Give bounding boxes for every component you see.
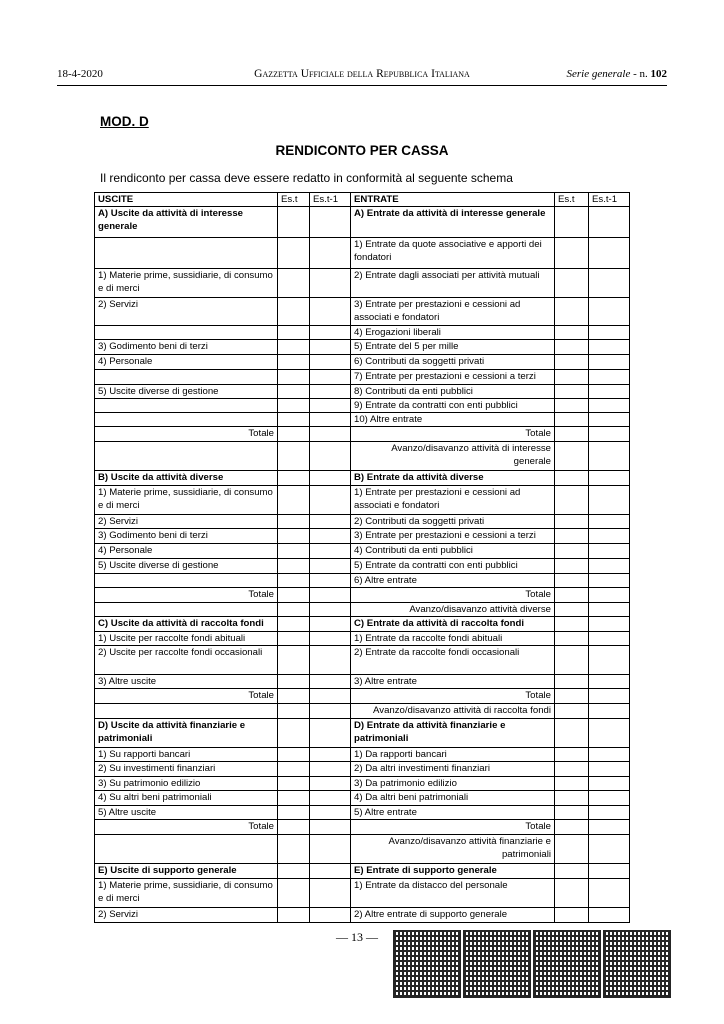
uscite-es-t-cell: [278, 646, 310, 675]
entrate-es-t-cell: [555, 369, 589, 384]
entrate-es-t-1-cell: [589, 718, 630, 747]
entrate-es-t-cell: [555, 879, 589, 908]
uscite-es-t-cell: [278, 544, 310, 559]
uscite-es-t-1-cell: [310, 413, 351, 427]
qr-code: [533, 930, 601, 998]
uscite-es-t-1-cell: [310, 515, 351, 529]
uscite-es-t-1-cell: [310, 238, 351, 269]
uscite-label-cell: 2) Servizi: [95, 298, 278, 326]
entrate-label-cell: 5) Entrate da contratti con enti pubblici: [351, 559, 555, 573]
entrate-label-cell: 6) Contributi da soggetti privati: [351, 355, 555, 369]
table-row: [95, 398, 630, 412]
entrate-label-cell: Avanzo/disavanzo attività diverse: [351, 602, 555, 616]
entrate-label-cell: 1) Entrate da quote associative e apporti dei fondatori: [351, 238, 555, 269]
uscite-es-t-cell: [278, 340, 310, 355]
uscite-es-t-cell: [278, 384, 310, 398]
uscite-es-t-1-cell: [310, 269, 351, 298]
entrate-label-cell: 9) Entrate da contratti con enti pubblici: [351, 398, 555, 412]
entrate-es-t-1-cell: [589, 776, 630, 790]
col-header-es-t-1: Es.t-1: [310, 193, 351, 207]
entrate-es-t-1-cell: [589, 413, 630, 427]
uscite-label-cell: [95, 238, 278, 269]
uscite-label-cell: 2) Servizi: [95, 908, 278, 923]
table-row: [95, 791, 630, 806]
cash-statement-table: [94, 192, 630, 923]
uscite-es-t-cell: [278, 675, 310, 689]
uscite-es-t-1-cell: [310, 529, 351, 544]
series-label: Serie generale: [566, 68, 631, 80]
uscite-es-t-cell: [278, 791, 310, 806]
table-row: [95, 776, 630, 790]
uscite-label-cell: 1) Materie prime, sussidiarie, di consumo e di merci: [95, 879, 278, 908]
entrate-es-t-1-cell: [589, 369, 630, 384]
entrate-es-t-1-cell: [589, 340, 630, 355]
uscite-es-t-cell: [278, 632, 310, 646]
table-row: [95, 471, 630, 486]
table-row: [95, 515, 630, 529]
table-row: [95, 632, 630, 646]
uscite-es-t-1-cell: [310, 908, 351, 923]
entrate-es-t-1-cell: [589, 632, 630, 646]
entrate-es-t-1-cell: [589, 791, 630, 806]
entrate-es-t-cell: [555, 413, 589, 427]
entrate-es-t-cell: [555, 298, 589, 326]
entrate-es-t-1-cell: [589, 675, 630, 689]
entrate-label-cell: 5) Entrate del 5 per mille: [351, 340, 555, 355]
entrate-es-t-1-cell: [589, 471, 630, 486]
col-header-es-t-1: Es.t-1: [589, 193, 630, 207]
table-row: [95, 617, 630, 632]
uscite-label-cell: [95, 413, 278, 427]
entrate-label-cell: 4) Contributi da enti pubblici: [351, 544, 555, 559]
uscite-es-t-cell: [278, 398, 310, 412]
table-row: [95, 529, 630, 544]
uscite-es-t-1-cell: [310, 486, 351, 515]
entrate-label-cell: A) Entrate da attività di interesse generale: [351, 207, 555, 238]
entrate-es-t-cell: [555, 617, 589, 632]
entrate-es-t-cell: [555, 515, 589, 529]
uscite-es-t-1-cell: [310, 207, 351, 238]
table-row: [95, 559, 630, 573]
entrate-label-cell: 1) Entrate da raccolte fondi abituali: [351, 632, 555, 646]
entrate-es-t-1-cell: [589, 761, 630, 776]
entrate-label-cell: Totale: [351, 689, 555, 704]
entrate-es-t-1-cell: [589, 544, 630, 559]
uscite-es-t-cell: [278, 718, 310, 747]
uscite-es-t-cell: [278, 587, 310, 602]
entrate-label-cell: 3) Entrate per prestazioni e cessioni ad associati e fondatori: [351, 298, 555, 326]
uscite-es-t-cell: [278, 835, 310, 864]
uscite-es-t-1-cell: [310, 398, 351, 412]
uscite-label-cell: 3) Altre uscite: [95, 675, 278, 689]
entrate-es-t-1-cell: [589, 238, 630, 269]
uscite-label-cell: [95, 573, 278, 587]
uscite-label-cell: 2) Uscite per raccolte fondi occasionali: [95, 646, 278, 675]
uscite-es-t-cell: [278, 689, 310, 704]
entrate-label-cell: 1) Da rapporti bancari: [351, 747, 555, 761]
entrate-es-t-cell: [555, 355, 589, 369]
entrate-es-t-cell: [555, 646, 589, 675]
entrate-es-t-1-cell: [589, 559, 630, 573]
entrate-es-t-cell: [555, 471, 589, 486]
uscite-es-t-1-cell: [310, 689, 351, 704]
entrate-es-t-1-cell: [589, 529, 630, 544]
entrate-es-t-1-cell: [589, 747, 630, 761]
entrate-label-cell: 2) Contributi da soggetti privati: [351, 515, 555, 529]
uscite-label-cell: 1) Su rapporti bancari: [95, 747, 278, 761]
entrate-es-t-1-cell: [589, 646, 630, 675]
uscite-label-cell: D) Uscite da attività finanziarie e patrimoniali: [95, 718, 278, 747]
uscite-es-t-1-cell: [310, 384, 351, 398]
uscite-es-t-1-cell: [310, 587, 351, 602]
entrate-label-cell: 4) Da altri beni patrimoniali: [351, 791, 555, 806]
uscite-es-t-cell: [278, 864, 310, 879]
uscite-label-cell: 1) Materie prime, sussidiarie, di consumo e di merci: [95, 269, 278, 298]
entrate-es-t-cell: [555, 559, 589, 573]
issue-date: 18-4-2020: [57, 68, 103, 80]
entrate-es-t-cell: [555, 486, 589, 515]
document-title: RENDICONTO PER CASSA: [275, 143, 449, 158]
entrate-es-t-1-cell: [589, 442, 630, 471]
uscite-es-t-cell: [278, 602, 310, 616]
entrate-es-t-cell: [555, 864, 589, 879]
uscite-label-cell: Totale: [95, 820, 278, 835]
uscite-es-t-1-cell: [310, 791, 351, 806]
entrate-label-cell: Avanzo/disavanzo attività di interesse generale: [351, 442, 555, 471]
uscite-label-cell: E) Uscite di supporto generale: [95, 864, 278, 879]
entrate-es-t-cell: [555, 398, 589, 412]
entrate-es-t-cell: [555, 704, 589, 718]
table-row: [95, 442, 630, 471]
uscite-label-cell: A) Uscite da attività di interesse generale: [95, 207, 278, 238]
entrate-es-t-cell: [555, 747, 589, 761]
uscite-es-t-1-cell: [310, 632, 351, 646]
model-label: MOD. D: [100, 114, 149, 129]
entrate-label-cell: Avanzo/disavanzo attività di raccolta fondi: [351, 704, 555, 718]
table-row: [95, 269, 630, 298]
entrate-label-cell: Totale: [351, 427, 555, 442]
uscite-label-cell: 3) Godimento beni di terzi: [95, 529, 278, 544]
entrate-es-t-cell: [555, 689, 589, 704]
table-row: [95, 355, 630, 369]
uscite-label-cell: 4) Personale: [95, 544, 278, 559]
entrate-es-t-cell: [555, 675, 589, 689]
entrate-label-cell: 3) Altre entrate: [351, 675, 555, 689]
uscite-es-t-1-cell: [310, 761, 351, 776]
entrate-label-cell: 4) Erogazioni liberali: [351, 326, 555, 340]
entrate-es-t-1-cell: [589, 486, 630, 515]
uscite-es-t-cell: [278, 747, 310, 761]
entrate-es-t-cell: [555, 207, 589, 238]
table-row: [95, 864, 630, 879]
table-row: [95, 761, 630, 776]
entrate-es-t-1-cell: [589, 820, 630, 835]
entrate-es-t-cell: [555, 632, 589, 646]
col-header-entrate: ENTRATE: [351, 193, 555, 207]
uscite-es-t-cell: [278, 326, 310, 340]
table-row: [95, 602, 630, 616]
uscite-es-t-cell: [278, 704, 310, 718]
entrate-es-t-cell: [555, 238, 589, 269]
entrate-es-t-cell: [555, 529, 589, 544]
uscite-label-cell: 4) Personale: [95, 355, 278, 369]
table-header-row: [95, 193, 630, 207]
entrate-es-t-cell: [555, 820, 589, 835]
uscite-es-t-1-cell: [310, 835, 351, 864]
entrate-es-t-cell: [555, 718, 589, 747]
series-separator: - n.: [630, 68, 651, 80]
entrate-es-t-cell: [555, 544, 589, 559]
uscite-es-t-1-cell: [310, 776, 351, 790]
entrate-es-t-cell: [555, 835, 589, 864]
entrate-es-t-1-cell: [589, 617, 630, 632]
entrate-es-t-cell: [555, 776, 589, 790]
uscite-label-cell: 1) Materie prime, sussidiarie, di consumo e di merci: [95, 486, 278, 515]
uscite-es-t-cell: [278, 617, 310, 632]
uscite-es-t-1-cell: [310, 675, 351, 689]
uscite-es-t-1-cell: [310, 747, 351, 761]
uscite-es-t-cell: [278, 207, 310, 238]
table-row: [95, 820, 630, 835]
table-row: [95, 689, 630, 704]
col-header-es-t: Es.t: [278, 193, 310, 207]
entrate-label-cell: C) Entrate da attività di raccolta fondi: [351, 617, 555, 632]
uscite-es-t-1-cell: [310, 646, 351, 675]
uscite-es-t-cell: [278, 879, 310, 908]
uscite-es-t-1-cell: [310, 879, 351, 908]
entrate-es-t-cell: [555, 791, 589, 806]
uscite-es-t-1-cell: [310, 369, 351, 384]
uscite-label-cell: [95, 442, 278, 471]
table-row: [95, 646, 630, 675]
entrate-es-t-1-cell: [589, 864, 630, 879]
table-row: [95, 747, 630, 761]
series-info: [566, 68, 667, 80]
uscite-es-t-1-cell: [310, 298, 351, 326]
entrate-label-cell: 8) Contributi da enti pubblici: [351, 384, 555, 398]
uscite-label-cell: [95, 602, 278, 616]
entrate-es-t-cell: [555, 602, 589, 616]
entrate-es-t-cell: [555, 384, 589, 398]
entrate-es-t-cell: [555, 908, 589, 923]
entrate-label-cell: 2) Entrate dagli associati per attività mutuali: [351, 269, 555, 298]
uscite-label-cell: [95, 835, 278, 864]
entrate-label-cell: 6) Altre entrate: [351, 573, 555, 587]
entrate-es-t-1-cell: [589, 298, 630, 326]
entrate-es-t-1-cell: [589, 398, 630, 412]
uscite-label-cell: 2) Servizi: [95, 515, 278, 529]
uscite-label-cell: [95, 398, 278, 412]
uscite-es-t-cell: [278, 298, 310, 326]
uscite-es-t-1-cell: [310, 471, 351, 486]
entrate-es-t-1-cell: [589, 427, 630, 442]
entrate-label-cell: 3) Entrate per prestazioni e cessioni a terzi: [351, 529, 555, 544]
table-row: [95, 806, 630, 820]
table-row: [95, 718, 630, 747]
uscite-es-t-cell: [278, 820, 310, 835]
uscite-es-t-cell: [278, 442, 310, 471]
uscite-es-t-cell: [278, 471, 310, 486]
entrate-es-t-1-cell: [589, 689, 630, 704]
uscite-es-t-1-cell: [310, 559, 351, 573]
entrate-label-cell: 1) Entrate da distacco del personale: [351, 879, 555, 908]
gazette-header: [57, 68, 667, 84]
uscite-es-t-cell: [278, 806, 310, 820]
uscite-es-t-cell: [278, 486, 310, 515]
uscite-es-t-1-cell: [310, 544, 351, 559]
entrate-label-cell: 2) Entrate da raccolte fondi occasionali: [351, 646, 555, 675]
uscite-label-cell: C) Uscite da attività di raccolta fondi: [95, 617, 278, 632]
entrate-label-cell: B) Entrate da attività diverse: [351, 471, 555, 486]
table-row: [95, 675, 630, 689]
uscite-es-t-1-cell: [310, 602, 351, 616]
entrate-label-cell: 10) Altre entrate: [351, 413, 555, 427]
table-row: [95, 486, 630, 515]
uscite-es-t-cell: [278, 908, 310, 923]
table-row: [95, 835, 630, 864]
table-row: [95, 908, 630, 923]
entrate-es-t-1-cell: [589, 879, 630, 908]
uscite-es-t-1-cell: [310, 704, 351, 718]
table-row: [95, 573, 630, 587]
entrate-label-cell: 3) Da patrimonio edilizio: [351, 776, 555, 790]
col-header-uscite: USCITE: [95, 193, 278, 207]
entrate-label-cell: 5) Altre entrate: [351, 806, 555, 820]
table-row: [95, 207, 630, 238]
uscite-label-cell: 3) Su patrimonio edilizio: [95, 776, 278, 790]
uscite-label-cell: 5) Altre uscite: [95, 806, 278, 820]
uscite-es-t-1-cell: [310, 718, 351, 747]
qr-code: [603, 930, 671, 998]
uscite-es-t-cell: [278, 413, 310, 427]
entrate-es-t-1-cell: [589, 602, 630, 616]
table-row: [95, 238, 630, 269]
qr-code: [463, 930, 531, 998]
table-row: [95, 879, 630, 908]
entrate-es-t-1-cell: [589, 573, 630, 587]
table-body: [95, 207, 630, 923]
entrate-es-t-cell: [555, 340, 589, 355]
entrate-es-t-cell: [555, 269, 589, 298]
uscite-label-cell: Totale: [95, 587, 278, 602]
qr-code: [393, 930, 461, 998]
entrate-es-t-1-cell: [589, 384, 630, 398]
entrate-es-t-cell: [555, 326, 589, 340]
uscite-label-cell: 5) Uscite diverse di gestione: [95, 384, 278, 398]
entrate-es-t-cell: [555, 573, 589, 587]
entrate-es-t-cell: [555, 806, 589, 820]
uscite-es-t-1-cell: [310, 806, 351, 820]
table-row: [95, 544, 630, 559]
entrate-label-cell: Avanzo/disavanzo attività finanziarie e patrimoniali: [351, 835, 555, 864]
uscite-es-t-1-cell: [310, 340, 351, 355]
entrate-label-cell: 2) Da altri investimenti finanziari: [351, 761, 555, 776]
entrate-label-cell: Totale: [351, 820, 555, 835]
uscite-es-t-1-cell: [310, 820, 351, 835]
entrate-label-cell: 7) Entrate per prestazioni e cessioni a terzi: [351, 369, 555, 384]
uscite-es-t-cell: [278, 529, 310, 544]
entrate-es-t-1-cell: [589, 587, 630, 602]
uscite-es-t-1-cell: [310, 355, 351, 369]
page-number: — 13 —: [336, 930, 378, 944]
uscite-es-t-cell: [278, 238, 310, 269]
uscite-label-cell: [95, 704, 278, 718]
table-row: [95, 326, 630, 340]
uscite-es-t-cell: [278, 573, 310, 587]
intro-text: Il rendiconto per cassa deve essere redatto in conformità al seguente schema: [100, 171, 513, 185]
table-row: [95, 427, 630, 442]
entrate-es-t-1-cell: [589, 207, 630, 238]
uscite-es-t-cell: [278, 559, 310, 573]
uscite-label-cell: Totale: [95, 689, 278, 704]
uscite-es-t-cell: [278, 269, 310, 298]
table-row: [95, 369, 630, 384]
table-row: [95, 384, 630, 398]
uscite-label-cell: 1) Uscite per raccolte fondi abituali: [95, 632, 278, 646]
table-row: [95, 587, 630, 602]
entrate-es-t-1-cell: [589, 835, 630, 864]
table-row: [95, 704, 630, 718]
col-header-es-t: Es.t: [555, 193, 589, 207]
entrate-es-t-cell: [555, 587, 589, 602]
table-row: [95, 298, 630, 326]
entrate-es-t-cell: [555, 442, 589, 471]
uscite-es-t-1-cell: [310, 573, 351, 587]
entrate-es-t-1-cell: [589, 355, 630, 369]
uscite-es-t-cell: [278, 369, 310, 384]
uscite-es-t-1-cell: [310, 326, 351, 340]
entrate-es-t-1-cell: [589, 806, 630, 820]
uscite-es-t-cell: [278, 355, 310, 369]
uscite-label-cell: B) Uscite da attività diverse: [95, 471, 278, 486]
table-row: [95, 413, 630, 427]
entrate-es-t-1-cell: [589, 269, 630, 298]
gazette-title: Gazzetta Ufficiale della Repubblica Italiana: [254, 68, 470, 80]
uscite-es-t-cell: [278, 427, 310, 442]
header-rule: [57, 85, 667, 86]
uscite-es-t-cell: [278, 761, 310, 776]
uscite-label-cell: 3) Godimento beni di terzi: [95, 340, 278, 355]
entrate-es-t-1-cell: [589, 908, 630, 923]
entrate-es-t-1-cell: [589, 704, 630, 718]
uscite-label-cell: [95, 326, 278, 340]
uscite-es-t-1-cell: [310, 617, 351, 632]
uscite-label-cell: Totale: [95, 427, 278, 442]
entrate-label-cell: D) Entrate da attività finanziarie e patrimoniali: [351, 718, 555, 747]
entrate-es-t-cell: [555, 427, 589, 442]
uscite-es-t-1-cell: [310, 442, 351, 471]
uscite-label-cell: 5) Uscite diverse di gestione: [95, 559, 278, 573]
uscite-es-t-1-cell: [310, 864, 351, 879]
entrate-label-cell: E) Entrate di supporto generale: [351, 864, 555, 879]
uscite-label-cell: [95, 369, 278, 384]
entrate-label-cell: 1) Entrate per prestazioni e cessioni ad associati e fondatori: [351, 486, 555, 515]
uscite-es-t-1-cell: [310, 427, 351, 442]
table-row: [95, 340, 630, 355]
uscite-es-t-cell: [278, 776, 310, 790]
uscite-label-cell: 4) Su altri beni patrimoniali: [95, 791, 278, 806]
series-number: 102: [650, 68, 667, 80]
uscite-label-cell: 2) Su investimenti finanziari: [95, 761, 278, 776]
entrate-es-t-1-cell: [589, 326, 630, 340]
uscite-es-t-cell: [278, 515, 310, 529]
entrate-es-t-1-cell: [589, 515, 630, 529]
entrate-es-t-cell: [555, 761, 589, 776]
entrate-label-cell: 2) Altre entrate di supporto generale: [351, 908, 555, 923]
entrate-label-cell: Totale: [351, 587, 555, 602]
